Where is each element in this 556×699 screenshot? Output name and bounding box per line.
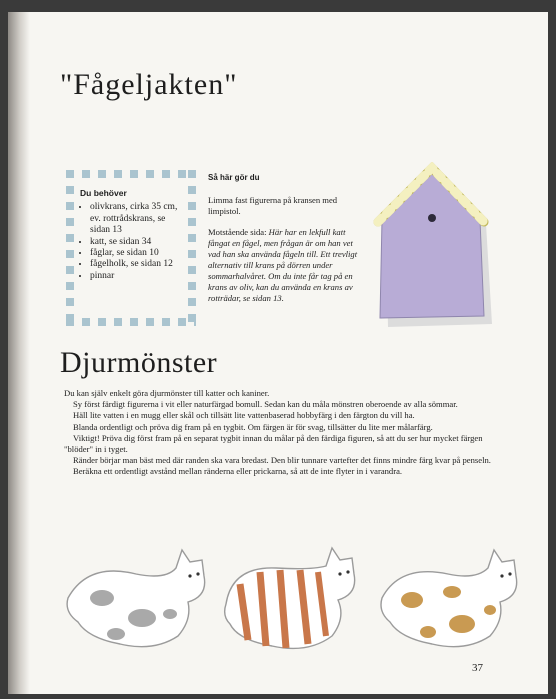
birdhouse-body bbox=[380, 172, 484, 318]
birdhouse-illustration bbox=[366, 162, 506, 332]
body-text bbox=[64, 388, 512, 478]
photo-caption bbox=[208, 227, 358, 304]
cat-illustrations bbox=[58, 540, 528, 658]
materials-box bbox=[66, 170, 196, 326]
caption-lead: Motstående sida: bbox=[208, 227, 269, 237]
materials-item: • katt, se sidan 34 bbox=[90, 237, 184, 248]
paragraph: Sy först färdigt figurerna i vit eller naturfärgad bomull. Sedan kan du måla mönstren oberoende av alla sömmar. bbox=[73, 399, 458, 410]
striped-cat bbox=[225, 548, 355, 648]
materials-item: • olivkrans, cirka 35 cm, ev. rottrådskrans, se sidan 13 bbox=[90, 202, 184, 236]
materials-list bbox=[80, 202, 184, 282]
paragraph: Blanda ordentligt och pröva dig fram på en tygbit. Om färgen är för svag, tillsätter du lite mer målarfärg. bbox=[73, 421, 433, 432]
paragraph: Du kan själv enkelt göra djurmönster till katter och kaniner. bbox=[64, 388, 270, 398]
ochre-spotted-cat bbox=[381, 550, 517, 647]
book-spine-shadow bbox=[8, 12, 30, 694]
instructions bbox=[208, 172, 358, 314]
birdhouse-hole bbox=[428, 214, 436, 222]
page-number: 37 bbox=[472, 662, 483, 674]
instructions-heading: Så här gör du bbox=[208, 173, 260, 182]
section-heading: Djurmönster bbox=[60, 346, 218, 379]
page-title: "Fågeljakten" bbox=[60, 68, 238, 101]
instructions-step: Limma fast figurerna på kransen med limpistol. bbox=[208, 195, 338, 216]
paragraph: Ränder börjar man bäst med där randen ska vara bredast. Den blir tunnare vartefter det finns mindre färg kvar på penseln. bbox=[73, 455, 491, 466]
materials-item: • fågelholk, se sidan 12 bbox=[90, 259, 184, 270]
paragraph: Viktigt! Pröva dig först fram på en separat tygbit innan du målar på den färdiga figuren, så att du ser hur mycket färgen "blöder" in i tyget. bbox=[64, 432, 483, 455]
materials-item: • pinnar bbox=[90, 271, 184, 282]
materials-item: • fåglar, se sidan 10 bbox=[90, 248, 184, 259]
paragraph: Häll lite vatten i en mugg eller skål och tillsätt lite vattenbaserad hobbyfärg i den färgton du vill ha. bbox=[73, 410, 415, 421]
caption-text: Här har en lekfull katt fångat en fågel, men frågan är om han vet vad han ska använda fågeln till. Ett trevligt alternativ till krans på dörren under sommarhalvåret. Om du inte får tag på en krans av oliv, kan du använda en krans av rotträdar, se sidan 13. bbox=[208, 227, 358, 303]
paragraph: Beräkna ett ordentligt avstånd mellan ränderna eller prickarna, så att de inte flyter in i varandra. bbox=[73, 466, 403, 477]
book-page bbox=[8, 12, 548, 694]
gray-spotted-cat bbox=[67, 550, 205, 647]
materials-heading: Du behöver bbox=[80, 188, 127, 198]
